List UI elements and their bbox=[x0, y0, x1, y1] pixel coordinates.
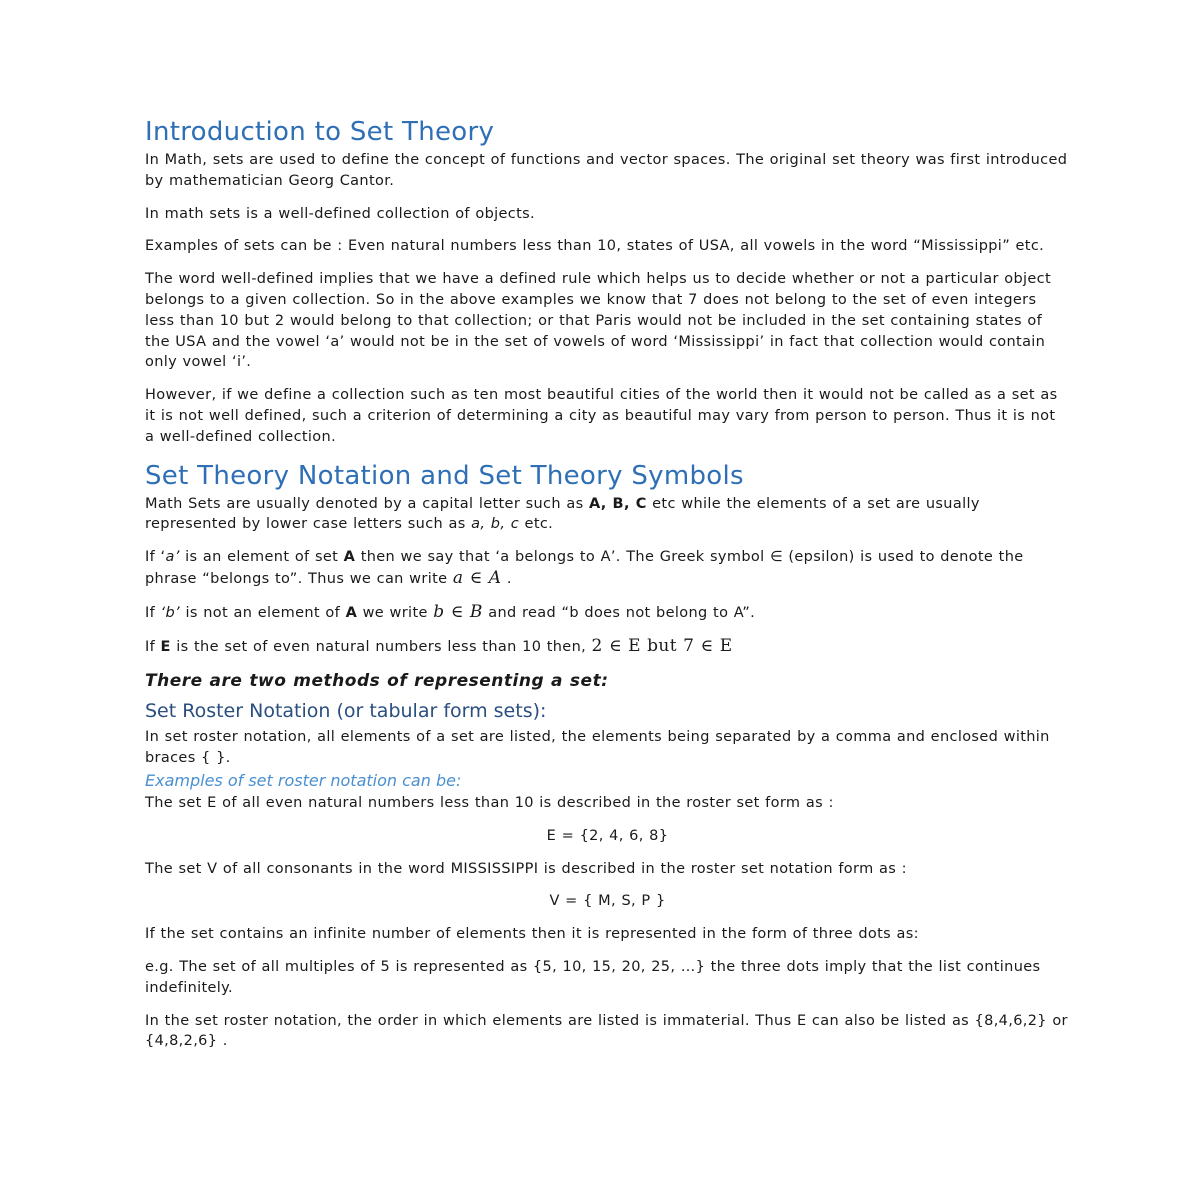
paragraph-intro-5: However, if we define a collection such as ten most beautiful cities of the world then it would not be called as a set as it is not well defined, such a criterion of determining a city as beautiful may vary from person to person. Thus it is not a well-defined collection. bbox=[145, 387, 1058, 445]
epsilon-symbol: ∈ bbox=[769, 549, 783, 566]
paragraph-roster-2: The set E of all even natural numbers less than 10 is described in the roster set form as : bbox=[145, 794, 834, 811]
paragraph-intro-4: The word well-defined implies that we have a defined rule which helps us to decide whether or not a particular object belongs to a given collection. So in the above examples we know that 7 does not belong to the set of even integers less than 10 but 2 would belong to that collection; or that Paris would not be included in the set containing states of the USA and the vowel ‘a’ would not be in the set of vowels of word ‘Mississippi’ in fact that collection would contain only vowel ‘i’. bbox=[145, 271, 1052, 371]
math-2-in-E: 2 ∈ E bbox=[591, 635, 641, 656]
math-a-in-A: a ∈ A bbox=[452, 567, 502, 588]
heading-introduction: Introduction to Set Theory bbox=[145, 117, 495, 147]
paragraph-notation-4: If E is the set of even natural numbers less than 10 then, 2 ∈ E but 7 ∈ E bbox=[145, 635, 733, 656]
equation-set-E: E = {2, 4, 6, 8} bbox=[546, 827, 669, 844]
paragraph-notation-3: If ‘b’ is not an element of A we write b ∈ B and read “b does not belong to A”. bbox=[145, 601, 756, 622]
equation-set-V: V = { M, S, P } bbox=[549, 893, 666, 910]
paragraph-intro-2: In math sets is a well-defined collection of objects. bbox=[145, 205, 535, 222]
heading-notation-symbols: Set Theory Notation and Set Theory Symbols bbox=[145, 460, 744, 491]
paragraph-intro-3: Examples of sets can be : Even natural numbers less than 10, states of USA, all vowels in the word “Mississippi” etc. bbox=[145, 238, 1045, 255]
math-7-in-E: 7 ∈ E bbox=[683, 635, 733, 656]
heading-roster-notation: Set Roster Notation (or tabular form sets): bbox=[145, 700, 547, 723]
paragraph-notation-2: If ‘a’ is an element of set A then we say that ‘a belongs to A’. The Greek symbol ∈ (epsilon) is used to denote the phrase “belongs to”. Thus we can write a ∈ A . bbox=[145, 549, 1024, 588]
paragraph-notation-1: Math Sets are usually denoted by a capital letter such as A, B, C etc while the elements of a set are usually represented by lower case letters such as a, b, c etc. bbox=[145, 495, 980, 533]
paragraph-roster-3: The set V of all consonants in the word MISSISSIPPI is described in the roster set notation form as : bbox=[145, 860, 907, 877]
methods-heading: There are two methods of representing a set: bbox=[145, 671, 609, 692]
paragraph-roster-6: In the set roster notation, the order in which elements are listed is immaterial. Thus E can also be listed as {8,4,6,2} or {4,8,2,6} . bbox=[145, 1012, 1068, 1050]
math-b-in-B: b ∈ B bbox=[433, 601, 483, 622]
heading-roster-examples: Examples of set roster notation can be: bbox=[145, 770, 462, 790]
paragraph-roster-4: If the set contains an infinite number of elements then it is represented in the form of three dots as: bbox=[145, 926, 919, 943]
paragraph-roster-5: e.g. The set of all multiples of 5 is represented as {5, 10, 15, 20, 25, …} the three dots imply that the list continues indefinitely. bbox=[145, 958, 1041, 996]
paragraph-roster-1: In set roster notation, all elements of a set are listed, the elements being separated by a comma and enclosed within braces { }. bbox=[145, 729, 1050, 767]
paragraph-intro-1: In Math, sets are used to define the concept of functions and vector spaces. The original set theory was first introduced by mathematician Georg Cantor. bbox=[145, 152, 1068, 189]
